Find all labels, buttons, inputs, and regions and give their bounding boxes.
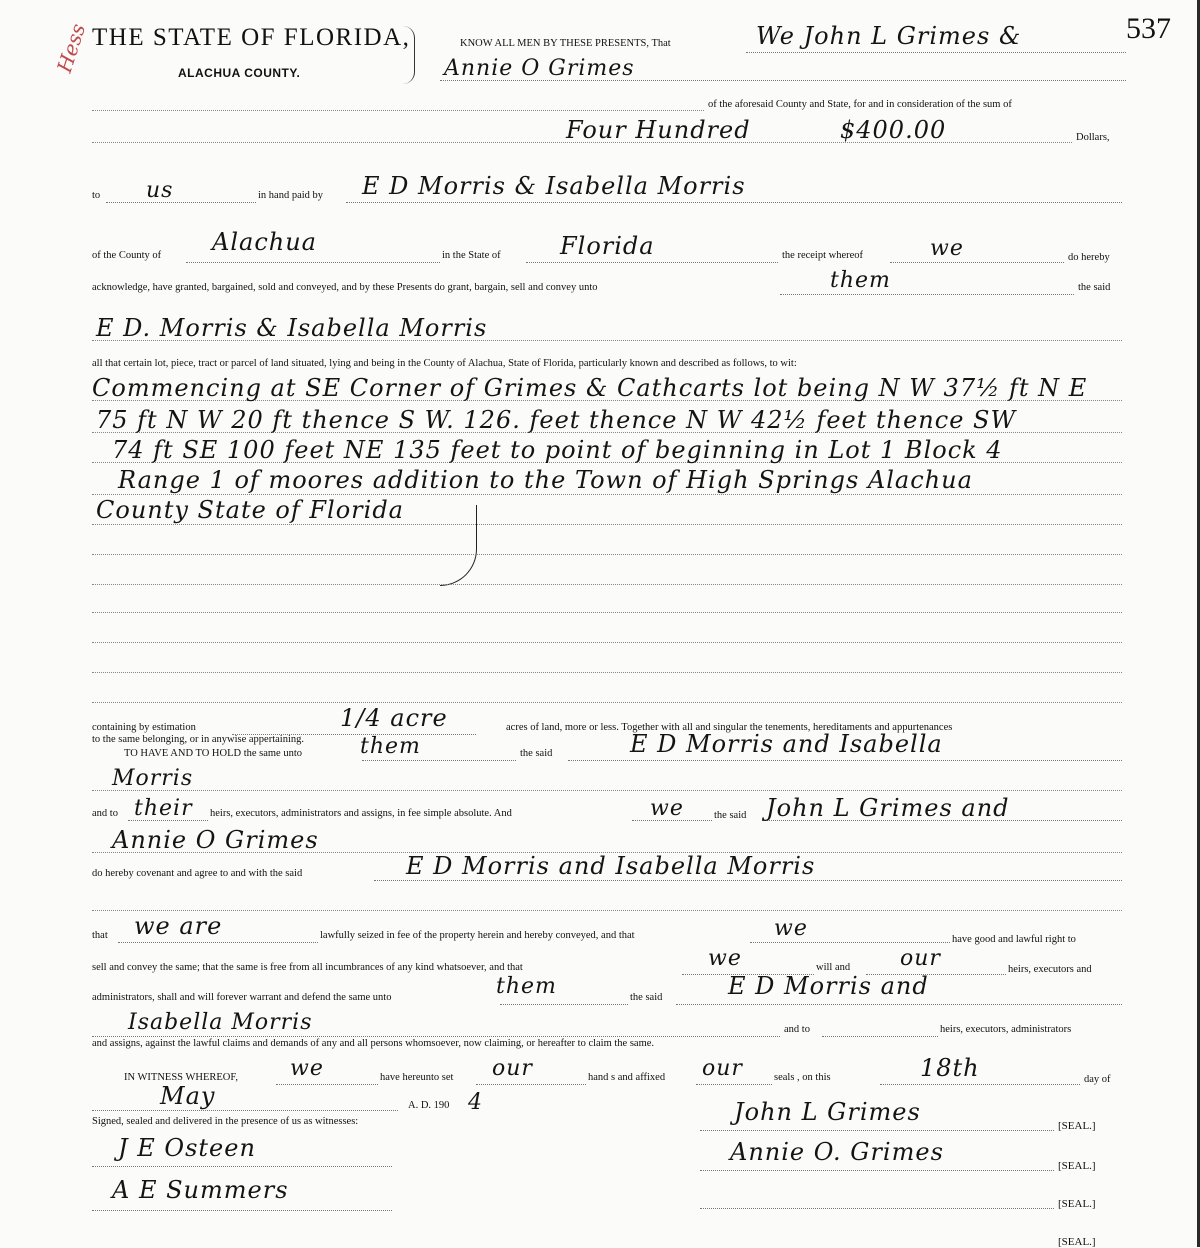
signed-text: Signed, sealed and delivered in the presence of us as witnesses: — [92, 1116, 359, 1127]
witness-label: IN WITNESS WHEREOF, — [124, 1072, 238, 1083]
that-label: that — [92, 930, 108, 941]
signature-2: Annie O. Grimes — [730, 1138, 944, 1166]
receipt-value: we — [930, 236, 964, 261]
seized-text: lawfully seized in fee of the property herein and hereby conveyed, and that — [320, 930, 635, 941]
land-line-1: Commencing at SE Corner of Grimes & Cathcarts lot being N W 37½ ft N E — [92, 374, 1088, 402]
witness-seal: seals , on this — [774, 1072, 831, 1083]
witness-month: May — [160, 1082, 216, 1110]
to-label: to — [92, 190, 101, 201]
seized-value: we are — [134, 912, 223, 940]
habendum-label: TO HAVE AND TO HOLD the same unto — [124, 748, 303, 759]
estimation-label: containing by estimation — [92, 722, 196, 733]
paid-by-label: in hand paid by — [258, 190, 324, 201]
witness-day-of: day of — [1084, 1074, 1111, 1085]
land-line-3: 74 ft SE 100 feet NE 135 feet to point of beginning in Lot 1 Block 4 — [112, 436, 1003, 464]
convey-said: the said — [1078, 282, 1111, 293]
warrant-heirs: heirs, executors, administrators — [940, 1024, 1072, 1035]
will-and: will and — [816, 962, 851, 973]
sell-we: we — [708, 946, 742, 971]
witness-set: have hereunto set — [380, 1072, 454, 1083]
heirs-we: we — [650, 796, 684, 821]
warrant-names-1: E D Morris and — [728, 972, 929, 1000]
witness-our: our — [492, 1056, 533, 1081]
witness-year: 4 — [468, 1090, 483, 1115]
consideration-text: of the aforesaid County and State, for and in consideration of the sum of — [708, 99, 1012, 110]
estimation-text-2: to the same belonging, or in anywise appertaining. — [92, 734, 304, 745]
convey-names: E D. Morris & Isabella Morris — [96, 314, 488, 342]
seal-label-1: [SEAL.] — [1058, 1120, 1096, 1132]
sell-heirs: heirs, executors and — [1008, 964, 1092, 975]
habendum-names-2: Morris — [112, 766, 194, 791]
assigns-text: and assigns, against the lawful claims and demands of any and all persons whomsoever, now claiming, or hereafter to claim the same. — [92, 1038, 655, 1049]
seal-label-3: [SEAL.] — [1058, 1198, 1096, 1210]
habendum-said: the said — [520, 748, 553, 759]
covenant-text: do hereby covenant and agree to and with the said — [92, 868, 303, 879]
page-number: 537 — [1126, 12, 1171, 45]
state-value: Florida — [560, 232, 655, 260]
seal-label-4: [SEAL.] — [1058, 1236, 1096, 1248]
grantees-names: E D Morris & Isabella Morris — [362, 172, 746, 200]
warrant-said: the said — [630, 992, 663, 1003]
land-line-4: Range 1 of moores addition to the Town of High Springs Alachua — [118, 466, 973, 494]
and-to-label: and to — [92, 808, 118, 819]
estimation-value: 1/4 acre — [340, 704, 448, 732]
heirs-said: the said — [714, 810, 747, 821]
heirs-names-2: Annie O Grimes — [112, 826, 319, 854]
grantor-line-2: Annie O Grimes — [444, 56, 635, 81]
amount-figures: $400.00 — [840, 116, 947, 144]
habendum-value: them — [360, 734, 421, 759]
witness-signature-2: A E Summers — [112, 1176, 289, 1204]
habendum-names-1: E D Morris and Isabella — [630, 730, 943, 758]
closing-flourish — [440, 505, 477, 586]
dollars-label: Dollars, — [1076, 132, 1110, 143]
warrant-value: them — [496, 974, 557, 999]
land-intro: all that certain lot, piece, tract or parcel of land situated, lying and being in the County of Alachua, State of Florida, particularly known and described as follows, to wit: — [92, 358, 797, 369]
estimation-text: acres of land, more or less. Together with all and singular the tenements, hereditaments and appurtenances — [506, 722, 953, 733]
warrant-and-to: and to — [784, 1024, 810, 1035]
convey-text: acknowledge, have granted, bargained, sold and conveyed, and by these Presents do grant, bargain, sell and convey unto — [92, 282, 598, 293]
convey-value: them — [830, 268, 891, 293]
sell-text: sell and convey the same; that the same is free from all incumbrances of any kind whatsoever, and that — [92, 962, 523, 973]
amount-words: Four Hundred — [566, 116, 751, 144]
to-value: us — [146, 178, 174, 203]
witness-day: 18th — [920, 1054, 980, 1082]
signature-1: John L Grimes — [734, 1098, 921, 1126]
warrant-text: administrators, shall and will forever warrant and defend the same unto — [92, 992, 392, 1003]
witness-we: we — [290, 1056, 324, 1081]
intro-text: KNOW ALL MEN BY THESE PRESENTS, That — [460, 38, 671, 49]
heirs-value: their — [134, 796, 193, 821]
witness-ad: A. D. 190 — [408, 1100, 450, 1111]
land-line-5: County State of Florida — [96, 496, 404, 524]
of-county-label: of the County of — [92, 250, 162, 261]
seized-we: we — [774, 916, 808, 941]
covenant-names: E D Morris and Isabella Morris — [406, 852, 816, 880]
sell-our: our — [900, 946, 941, 971]
heirs-names-1: John L Grimes and — [766, 794, 1010, 822]
state-label: in the State of — [442, 250, 501, 261]
header-brace — [400, 26, 415, 84]
land-line-2: 75 ft N W 20 ft thence S W. 126. feet thence N W 42½ feet thence SW — [96, 406, 1017, 434]
county-value: Alachua — [212, 228, 317, 256]
witness-hand: hand s and affixed — [588, 1072, 666, 1083]
state-title: THE STATE OF FLORIDA, — [92, 24, 411, 51]
witness-our-2: our — [702, 1056, 743, 1081]
county-title: ALACHUA COUNTY. — [178, 66, 301, 80]
heirs-text: heirs, executors, administrators and assigns, in fee simple absolute. And — [210, 808, 512, 819]
right-text: have good and lawful right to — [952, 934, 1076, 945]
margin-annotation: Hess — [52, 20, 91, 76]
seal-label-2: [SEAL.] — [1058, 1160, 1096, 1172]
witness-signature-1: J E Osteen — [118, 1134, 256, 1162]
warrant-names-2: Isabella Morris — [128, 1010, 313, 1035]
receipt-label: the receipt whereof — [782, 250, 864, 261]
hereby-label: do hereby — [1068, 252, 1110, 263]
grantor-line-1: We John L Grimes & — [756, 22, 1022, 50]
